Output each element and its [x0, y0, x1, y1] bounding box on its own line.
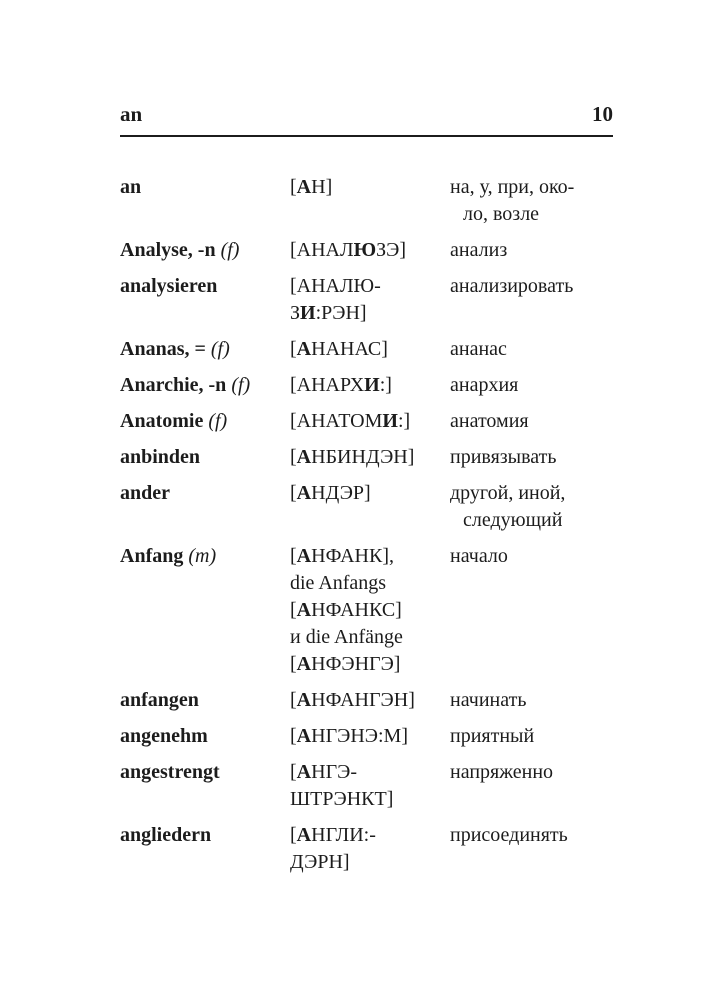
- headword: anbinden: [120, 446, 201, 468]
- headword-cell: [120, 480, 290, 534]
- translation-cell: [450, 174, 623, 228]
- transcription-cell: [290, 273, 450, 327]
- translation-cell: [450, 336, 623, 363]
- translation-cell: [450, 723, 623, 750]
- headword-cell: [120, 408, 290, 435]
- transcription-line: [АНДЭР]: [290, 482, 371, 504]
- headword-cell: [120, 759, 290, 813]
- transcription-cell: [290, 237, 450, 264]
- transcription-cell: [290, 336, 450, 363]
- running-head: an: [120, 102, 143, 126]
- dictionary-entry: [120, 687, 613, 714]
- transcription-line: [АНГЭ-: [290, 761, 357, 783]
- dictionary-entry: [120, 444, 613, 471]
- gender-marker: (m): [188, 545, 217, 567]
- dictionary-entry: [120, 408, 613, 435]
- translation-line: анализ: [450, 239, 508, 261]
- gender-marker: (f): [220, 239, 240, 261]
- translation-line: начинать: [450, 689, 527, 711]
- transcription-cell: [290, 444, 450, 471]
- headword: angestrengt: [120, 761, 220, 783]
- headword-cell: [120, 237, 290, 264]
- translation-line: ло, возле: [463, 203, 540, 225]
- transcription-line: [АНБИНДЭН]: [290, 446, 415, 468]
- headword: an: [120, 176, 142, 198]
- transcription-line: [АНФЭНГЭ]: [290, 653, 401, 675]
- headword: Anatomie: [120, 410, 209, 432]
- headword: Ananas, =: [120, 338, 211, 360]
- translation-cell: [450, 408, 623, 435]
- translation-line: другой, иной,: [450, 482, 566, 504]
- transcription-line: [АНАЛЮ-: [290, 275, 381, 297]
- dictionary-entry: [120, 372, 613, 399]
- translation-cell: [450, 444, 623, 471]
- translation-cell: [450, 543, 623, 678]
- dictionary-entry: [120, 273, 613, 327]
- transcription-line: ШТРЭНКТ]: [290, 788, 394, 810]
- headword: analysieren: [120, 275, 218, 297]
- dictionary-entry: [120, 822, 613, 876]
- headword: angliedern: [120, 824, 212, 846]
- transcription-cell: [290, 723, 450, 750]
- translation-line: присоединять: [450, 824, 568, 846]
- dictionary-entry: [120, 723, 613, 750]
- headword-cell: [120, 174, 290, 228]
- translation-line: следующий: [463, 509, 563, 531]
- page-header: [120, 102, 613, 137]
- headword-cell: [120, 822, 290, 876]
- dictionary-entry: [120, 174, 613, 228]
- headword: ander: [120, 482, 170, 504]
- translation-cell: [450, 273, 623, 327]
- headword-cell: [120, 687, 290, 714]
- transcription-cell: [290, 543, 450, 678]
- transcription-cell: [290, 408, 450, 435]
- dictionary-entry: [120, 336, 613, 363]
- transcription-line: ДЭРН]: [290, 851, 350, 873]
- transcription-cell: [290, 759, 450, 813]
- translation-cell: [450, 372, 623, 399]
- transcription-cell: [290, 372, 450, 399]
- translation-line: приятный: [450, 725, 535, 747]
- transcription-cell: [290, 480, 450, 534]
- translation-line: напряженно: [450, 761, 554, 783]
- transcription-line: [АНАРХИ:]: [290, 374, 392, 396]
- dictionary-entry: [120, 759, 613, 813]
- transcription-line: ЗИ:РЭН]: [290, 302, 367, 324]
- dictionary-entry: [120, 237, 613, 264]
- transcription-line: [АНАЛЮЗЭ]: [290, 239, 406, 261]
- translation-line: начало: [450, 545, 508, 567]
- translation-cell: [450, 237, 623, 264]
- translation-cell: [450, 822, 623, 876]
- transcription-cell: [290, 822, 450, 876]
- gender-marker: (f): [231, 374, 251, 396]
- page-number: 10: [592, 102, 613, 126]
- headword: Anarchie, -n: [120, 374, 232, 396]
- headword-cell: [120, 273, 290, 327]
- dictionary-entry: [120, 480, 613, 534]
- headword: angenehm: [120, 725, 208, 747]
- translation-cell: [450, 759, 623, 813]
- transcription-line: [АН]: [290, 176, 333, 198]
- translation-cell: [450, 687, 623, 714]
- headword-cell: [120, 723, 290, 750]
- translation-line: анархия: [450, 374, 519, 396]
- transcription-cell: [290, 174, 450, 228]
- transcription-line: [АНАНАС]: [290, 338, 388, 360]
- transcription-line: [АНГЛИ:-: [290, 824, 376, 846]
- translation-cell: [450, 480, 623, 534]
- transcription-line: и die Anfänge: [290, 626, 403, 648]
- transcription-cell: [290, 687, 450, 714]
- translation-line: ананас: [450, 338, 507, 360]
- gender-marker: (f): [208, 410, 228, 432]
- dictionary-entry: [120, 543, 613, 678]
- headword: Anfang: [120, 545, 189, 567]
- headword-cell: [120, 543, 290, 678]
- headword-cell: [120, 336, 290, 363]
- transcription-line: [АНФАНКС]: [290, 599, 402, 621]
- transcription-line: [АНГЭНЭ:М]: [290, 725, 408, 747]
- transcription-line: [АНФАНК],: [290, 545, 394, 567]
- translation-line: привязывать: [450, 446, 557, 468]
- headword-cell: [120, 372, 290, 399]
- translation-line: анализировать: [450, 275, 574, 297]
- entries-list: [120, 174, 613, 876]
- transcription-line: [АНФАНГЭН]: [290, 689, 415, 711]
- headword-cell: [120, 444, 290, 471]
- translation-line: анатомия: [450, 410, 529, 432]
- headword: anfangen: [120, 689, 199, 711]
- transcription-line: die Anfangs: [290, 572, 387, 594]
- transcription-line: [АНАТОМИ:]: [290, 410, 411, 432]
- headword: Analyse, -n: [120, 239, 221, 261]
- translation-line: на, у, при, око-: [450, 176, 575, 198]
- gender-marker: (f): [210, 338, 230, 360]
